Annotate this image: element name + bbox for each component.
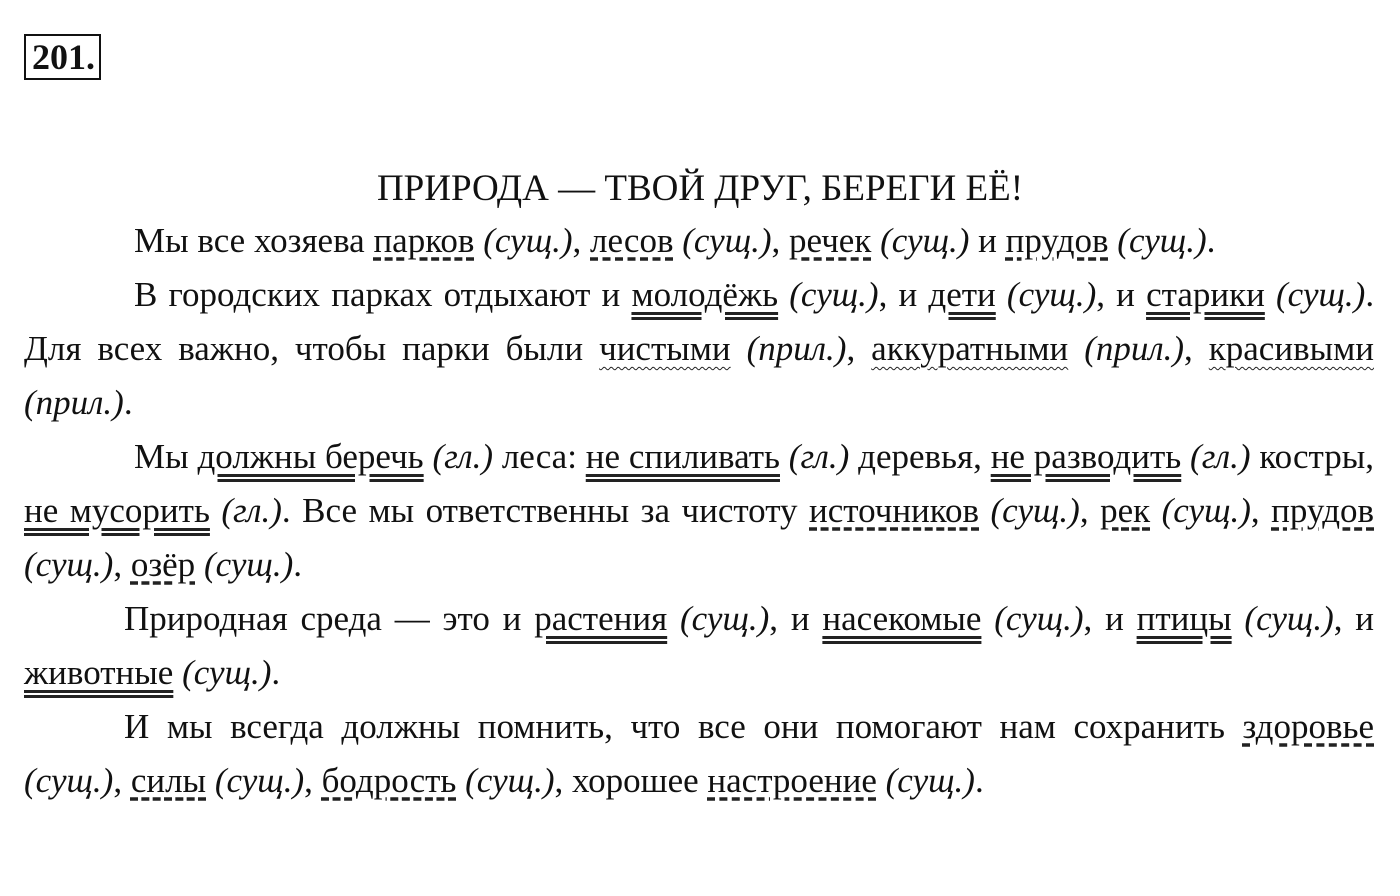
text-segment: , [113,545,131,584]
object-word: прудов [1005,221,1109,260]
part-of-speech-note: (сущ.) [1150,491,1251,530]
object-word: настроение [707,761,877,800]
part-of-speech-note: (сущ.) [876,761,975,800]
predicate-or-subject-word: не разводить [990,437,1182,476]
text-segment: костры, [1250,437,1375,476]
text-segment: , [1079,491,1101,530]
part-of-speech-note: (гл.) [779,437,850,476]
text-segment: . [1206,221,1216,260]
part-of-speech-note: (сущ.) [778,275,879,314]
part-of-speech-note: (сущ.) [474,221,573,260]
object-word: бодрость [321,761,457,800]
part-of-speech-note: (прил.) [24,383,124,422]
text-segment: Мы [134,437,198,476]
text-segment: . [293,545,302,584]
part-of-speech-note: (сущ.) [673,221,772,260]
part-of-speech-note: (прил.) [730,329,847,368]
text-segment: . [974,761,984,800]
object-word: силы [130,761,207,800]
part-of-speech-note: (сущ.) [1108,221,1207,260]
part-of-speech-note: (сущ.) [1264,275,1366,314]
text-segment: Мы все хозяева [134,221,374,260]
part-of-speech-note: (прил.) [1068,329,1185,368]
predicate-or-subject-word: растения [534,599,668,638]
paragraph [24,214,1374,268]
part-of-speech-note: (гл.) [209,491,282,530]
text-segment: . Все мы ответственны за чистоту [281,491,810,530]
object-word: источников [809,491,980,530]
part-of-speech-note: (сущ.) [995,275,1097,314]
object-word: озёр [130,545,196,584]
part-of-speech-note: (гл.) [423,437,493,476]
text-segment: , хорошее [554,761,708,800]
text-segment: и [969,221,1006,260]
part-of-speech-note: (сущ.) [206,761,305,800]
text-segment: , [771,221,790,260]
text-segment: , [113,761,131,800]
part-of-speech-note: (сущ.) [981,599,1084,638]
text-segment: В городских парках отдыхают и [134,275,632,314]
part-of-speech-note: (сущ.) [24,761,114,800]
text-segment: , [846,329,872,368]
paragraph [24,700,1374,808]
text-segment: . [271,653,281,692]
text-segment: , и [878,275,929,314]
part-of-speech-note: (сущ.) [1231,599,1334,638]
modifier-word: аккуратными [871,329,1069,368]
part-of-speech-note: (сущ.) [195,545,294,584]
text-segment: , [1250,491,1272,530]
text-segment: , [572,221,591,260]
predicate-or-subject-word: насекомые [822,599,982,638]
text-segment: . [123,383,133,422]
part-of-speech-note: (сущ.) [667,599,770,638]
text-segment: Природная среда — это и [124,599,535,638]
modifier-word: красивыми [1208,329,1374,368]
text-segment: , и [769,599,823,638]
text-segment: , [1184,329,1209,368]
object-word: рек [1100,491,1151,530]
text-segment: деревья, [849,437,991,476]
part-of-speech-note: (сущ.) [979,491,1080,530]
part-of-speech-note: (сущ.) [871,221,970,260]
predicate-or-subject-word: не спиливать [585,437,780,476]
paragraph [24,268,1374,430]
object-word: здоровье [1242,707,1374,746]
predicate-or-subject-word: животные [24,653,174,692]
part-of-speech-note: (сущ.) [173,653,272,692]
paragraph [24,592,1374,700]
predicate-or-subject-word: молодёжь [631,275,779,314]
predicate-or-subject-word: дети [928,275,996,314]
paragraph [24,430,1374,592]
page-title: ПРИРОДА — ТВОЙ ДРУГ, БЕРЕГИ ЕЁ! [376,168,1024,209]
exercise-text [24,214,1374,808]
part-of-speech-note: (сущ.) [456,761,555,800]
part-of-speech-note: (гл.) [1181,437,1251,476]
predicate-or-subject-word: птицы [1136,599,1232,638]
text-segment: , и [1083,599,1137,638]
object-word: прудов [1271,491,1375,530]
text-segment: И мы всегда должны помнить, что все они помогают нам сохранить [124,707,1243,746]
modifier-word: чистыми [599,329,731,368]
text-segment: , и [1096,275,1147,314]
object-word: парков [373,221,475,260]
object-word: лесов [590,221,674,260]
object-word: речек [789,221,872,260]
text-segment: , [304,761,322,800]
text-segment: . Для всех важно, чтобы парки были [24,275,1375,368]
part-of-speech-note: (сущ.) [24,545,114,584]
predicate-or-subject-word: не мусорить [24,491,210,530]
text-segment: , и [1333,599,1375,638]
text-segment: леса: [493,437,586,476]
exercise-number: 201. [24,34,101,80]
predicate-or-subject-word: старики [1146,275,1265,314]
predicate-or-subject-word: должны беречь [197,437,424,476]
